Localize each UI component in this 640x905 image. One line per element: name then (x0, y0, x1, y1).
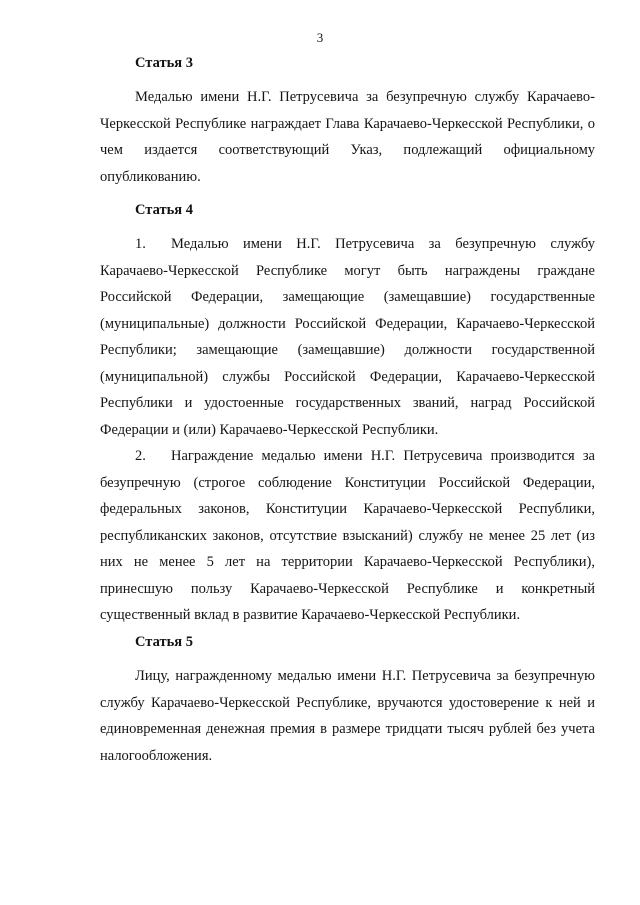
article-3 (100, 52, 595, 190)
paragraph-number: 2. (135, 448, 146, 464)
article-paragraph (100, 231, 595, 443)
paragraph-text: Лицу, награжденному медалью имени Н.Г. Петрусевича за безупречную службу Карачаево-Черкесской Республике, вручаются удостоверение к ней и единовременная денежная премия в размере тридцати тысяч рублей без учета налогообложения. (100, 668, 595, 764)
paragraph-text: Медалью имени Н.Г. Петрусевича за безупречную службу Карачаево-Черкесской Республике награждает Глава Карачаево-Черкесской Республики, о чем издается соответствующий Указ, подлежащий официальному опубликованию. (100, 89, 595, 185)
article-paragraph (100, 443, 595, 629)
paragraph-number: 1. (135, 236, 146, 252)
article-paragraph (100, 84, 595, 190)
article-5 (100, 631, 595, 769)
article-title: Статья 4 (135, 202, 193, 218)
article-4 (100, 199, 595, 629)
article-title: Статья 5 (135, 634, 193, 650)
page-number: 3 (316, 30, 324, 45)
paragraph-text: Награждение медалью имени Н.Г. Петрусевича производится за безупречную (строгое соблюдение Конституции Российской Федерации, федеральных законов, Конституции Карачаево-Черкесской Республики, республиканских законов, отсутствие взысканий) службу не менее 25 лет (из них не менее 5 лет на территории Карачаево-Черкесской Республики), принесшую пользу Карачаево-Черкесской Республике и конкретный существенный вклад в развитие Карачаево-Черкесской Республики. (100, 448, 595, 623)
article-paragraph (100, 663, 595, 769)
paragraph-text: Медалью имени Н.Г. Петрусевича за безупречную службу Карачаево-Черкесской Республике могут быть награждены граждане Российской Федерации, замещающие (замещавшие) государственные (муниципальные) должности Российской Федерации, Карачаево-Черкесской Республики; замещающие (замещавшие) должности государственной (муниципальной) службы Российской Федерации, Карачаево-Черкесской Республики и удостоенные государственных званий, наград Российской Федерации и (или) Карачаево-Черкесской Республики. (100, 236, 595, 438)
article-title: Статья 3 (135, 55, 193, 71)
